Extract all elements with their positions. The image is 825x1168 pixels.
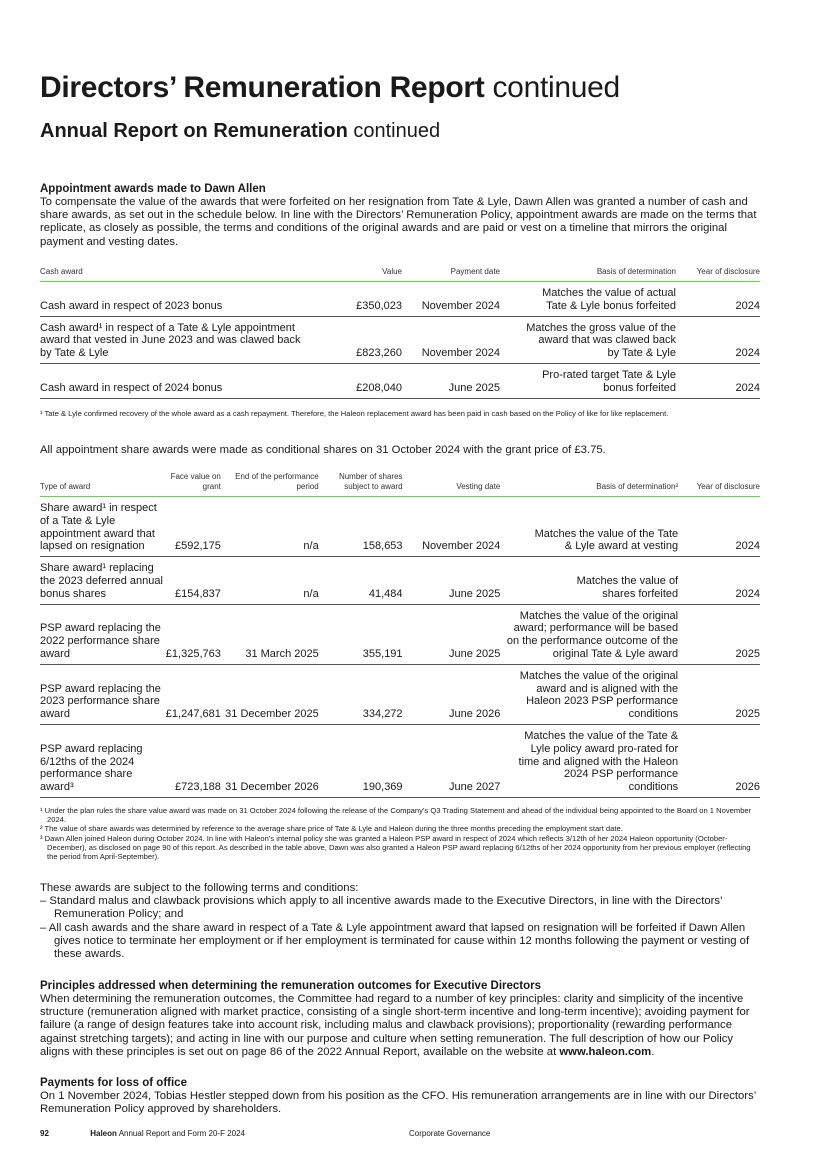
col-basis: Basis of determination²: [500, 472, 678, 497]
report-name: Annual Report and Form 20-F 2024: [118, 1129, 245, 1138]
col-type: Type of award: [40, 472, 166, 497]
loss-of-office-section: [40, 1077, 760, 1116]
cash-award-cell: Cash award in respect of 2023 bonus: [40, 282, 330, 317]
basis-cell: Matches the value of the original award and is aligned with the Haleon 2023 PSP performance conditions: [500, 664, 678, 724]
principles-end: .: [651, 1045, 655, 1058]
footnote: ¹ Under the plan rules the share value award was made on 31 October 2024 following the release of the Company’s Q3 Trading Statement and ahead of the individual being appointed to the Board on 1 November 2024.: [40, 805, 752, 825]
page-subtitle-continued: continued: [353, 120, 441, 142]
basis-cell: Pro-rated target Tate & Lyle bonus forfeited: [500, 363, 676, 398]
col-basis: Basis of determination: [500, 267, 676, 282]
cash-table-footnote: [40, 409, 720, 418]
share-table-footnotes: [40, 806, 762, 861]
face-cell: £592,175: [166, 497, 221, 557]
year-cell: 2026: [678, 724, 760, 797]
table-row: [40, 664, 760, 724]
table-row: [40, 557, 760, 604]
page-title: [40, 70, 620, 106]
loss-of-office-body: On 1 November 2024, Tobias Hestler stepped down from his position as the CFO. His remuneration arrangements are in line with our Directors’ Remuneration Policy approved by shareholders.: [40, 1090, 756, 1116]
type-cell: PSP award replacing the 2023 performance share award: [40, 664, 166, 724]
appointment-heading: Appointment awards made to Dawn Allen: [40, 183, 266, 195]
value-cell: £208,040: [330, 363, 402, 398]
cash-award-cell: Cash award¹ in respect of a Tate & Lyle appointment award that vested in June 2023 and was clawed back by Tate & Lyle: [40, 316, 330, 363]
year-cell: 2024: [676, 316, 760, 363]
col-performance-end: End of the performance period: [221, 472, 319, 497]
table-row: [40, 316, 760, 363]
value-cell: £350,023: [330, 282, 402, 317]
col-face-value: Face value on grant: [166, 472, 221, 497]
year-cell: 2025: [678, 664, 760, 724]
basis-cell: Matches the value of the original award; performance will be based on the performance outcome of the original Tate & Lyle award: [500, 604, 678, 664]
col-vesting: Vesting date: [403, 472, 501, 497]
share-table-header: [40, 472, 760, 497]
shares-cell: 190,369: [319, 724, 403, 797]
date-cell: November 2024: [402, 282, 500, 317]
type-cell: PSP award replacing 6/12ths of the 2024 performance share award³: [40, 724, 166, 797]
footnote: ² The value of share awards was determined by reference to the average share price of Tate & Lyle and Haleon during the three months preceding the employment start date.: [40, 824, 623, 834]
basis-cell: Matches the value of shares forfeited: [500, 557, 678, 604]
page-title-bold: Directors’ Remuneration Report: [40, 71, 485, 104]
year-cell: 2024: [678, 497, 760, 557]
page-subtitle: [40, 119, 440, 143]
share-award-table: [40, 472, 760, 798]
appointment-section: [40, 183, 760, 249]
face-cell: £1,325,763: [166, 604, 221, 664]
table-row: [40, 497, 760, 557]
shares-cell: 41,484: [319, 557, 403, 604]
page-subtitle-bold: Annual Report on Remuneration: [40, 120, 348, 142]
col-year: Year of disclosure: [676, 267, 760, 282]
terms-section: [40, 882, 760, 961]
basis-cell: Matches the value of actual Tate & Lyle bonus forfeited: [500, 282, 676, 317]
col-year: Year of disclosure: [678, 472, 760, 497]
table-row: [40, 724, 760, 797]
footnote: ¹ Tate & Lyle confirmed recovery of the whole award as a cash repayment. Therefore, the Haleon replacement award has been paid in cash based on the Policy of like for like replacement.: [40, 408, 669, 418]
principles-section: [40, 980, 762, 1059]
brand-logo: Haleon: [90, 1129, 117, 1138]
page-title-continued: continued: [492, 71, 620, 104]
footnote: ³ Dawn Allen joined Haleon during October 2024. In line with Haleon’s internal policy she was granted a Haleon PSP award in respect of 2024 which reflects 3/12th of her 2024 Haleon opportunity (October-December), as disclosed on page 90 of this report. As described in the table above, Dawn was also granted a Haleon PSP award replacing 6/12ths of her 2024 opportunity from her previous employer (reflecting the period from April-September).: [40, 833, 751, 861]
list-item: – Standard malus and clawback provisions which apply to all incentive awards made to the Executive Directors, in line with the Directors’ Remuneration Policy; and: [40, 895, 723, 921]
col-value: Value: [330, 267, 402, 282]
loss-of-office-heading: Payments for loss of office: [40, 1077, 187, 1089]
principles-text: When determining the remuneration outcomes, the Committee had regard to a number of key principles: clarity and simplicity of the incentive structure (remuneration aligned with market practice, consisting of a single short-term incentive and long-term incentive); avoiding payment for failure (a range of design features take into account risk, including malus and clawback provisions); proportionality (rewarding performance against stretching targets); and acting in line with our purpose and culture when setting remuneration. The full description of how our Policy aligns with these principles is set out on page 86 of the 2022 Annual Report, available on the website at: [40, 993, 750, 1058]
cash-table-header: [40, 267, 760, 282]
shares-cell: 158,653: [319, 497, 403, 557]
face-cell: £154,837: [166, 557, 221, 604]
value-cell: £823,260: [330, 316, 402, 363]
shares-cell: 355,191: [319, 604, 403, 664]
page-number: 92: [40, 1129, 49, 1138]
basis-cell: Matches the gross value of the award that was clawed back by Tate & Lyle: [500, 316, 676, 363]
end-cell: 31 March 2025: [221, 604, 319, 664]
year-cell: 2025: [678, 604, 760, 664]
year-cell: 2024: [676, 363, 760, 398]
date-cell: November 2024: [402, 316, 500, 363]
terms-intro: These awards are subject to the following terms and conditions:: [40, 882, 359, 894]
shares-cell: 334,272: [319, 664, 403, 724]
col-payment-date: Payment date: [402, 267, 500, 282]
face-cell: £723,188: [166, 724, 221, 797]
vesting-cell: June 2027: [403, 724, 501, 797]
type-cell: PSP award replacing the 2022 performance share award: [40, 604, 166, 664]
share-award-table-wrap: [40, 472, 762, 861]
vesting-cell: June 2026: [403, 664, 501, 724]
vesting-cell: June 2025: [403, 604, 501, 664]
principles-body: [40, 993, 762, 1059]
col-number-shares: Number of shares subject to award: [319, 472, 403, 497]
date-cell: June 2025: [402, 363, 500, 398]
list-item: – All cash awards and the share award in respect of a Tate & Lyle appointment award that lapsed on resignation will be forfeited if Dawn Allen gives notice to terminate her employment or if her employment is terminated for cause within 12 months following the payment or vesting of these awards.: [40, 921, 750, 961]
terms-list: [40, 895, 760, 961]
end-cell: n/a: [221, 497, 319, 557]
end-cell: 31 December 2026: [221, 724, 319, 797]
page-footer: [40, 1129, 491, 1139]
principles-heading: Principles addressed when determining the remuneration outcomes for Executive Directors: [40, 980, 542, 992]
table-row: [40, 363, 760, 398]
type-cell: Share award¹ replacing the 2023 deferred annual bonus shares: [40, 557, 166, 604]
appointment-body: To compensate the value of the awards that were forfeited on her resignation from Tate & Lyle, Dawn Allen was granted a number of cash and share awards, as set out in the schedule below. In line with the Directors’ Remuneration Policy, appointment awards are made on the terms that replicate, as closely as possible, the terms and conditions of the original awards and are paid or vest on a timeline that mirrors the original payment and vesting dates.: [40, 196, 757, 248]
cash-award-table-wrap: [40, 267, 760, 418]
basis-cell: Matches the value of the Tate & Lyle policy award pro-rated for time and aligned with the Haleon 2024 PSP performance conditions: [500, 724, 678, 797]
vesting-cell: June 2025: [403, 557, 501, 604]
year-cell: 2024: [678, 557, 760, 604]
cash-award-table: [40, 267, 760, 399]
year-cell: 2024: [676, 282, 760, 317]
website-link[interactable]: www.haleon.com: [559, 1045, 652, 1058]
col-cash-award: Cash award: [40, 267, 330, 282]
type-cell: Share award¹ in respect of a Tate & Lyle appointment award that lapsed on resignation: [40, 497, 166, 557]
end-cell: 31 December 2025: [221, 664, 319, 724]
basis-cell: Matches the value of the Tate & Lyle award at vesting: [500, 497, 678, 557]
table-row: [40, 604, 760, 664]
end-cell: n/a: [221, 557, 319, 604]
face-cell: £1,247,681: [166, 664, 221, 724]
section-name: Corporate Governance: [409, 1129, 491, 1138]
vesting-cell: November 2024: [403, 497, 501, 557]
cash-award-cell: Cash award in respect of 2024 bonus: [40, 363, 330, 398]
table-row: [40, 282, 760, 317]
share-awards-intro: All appointment share awards were made as conditional shares on 31 October 2024 with the grant price of £3.75.: [40, 444, 606, 456]
